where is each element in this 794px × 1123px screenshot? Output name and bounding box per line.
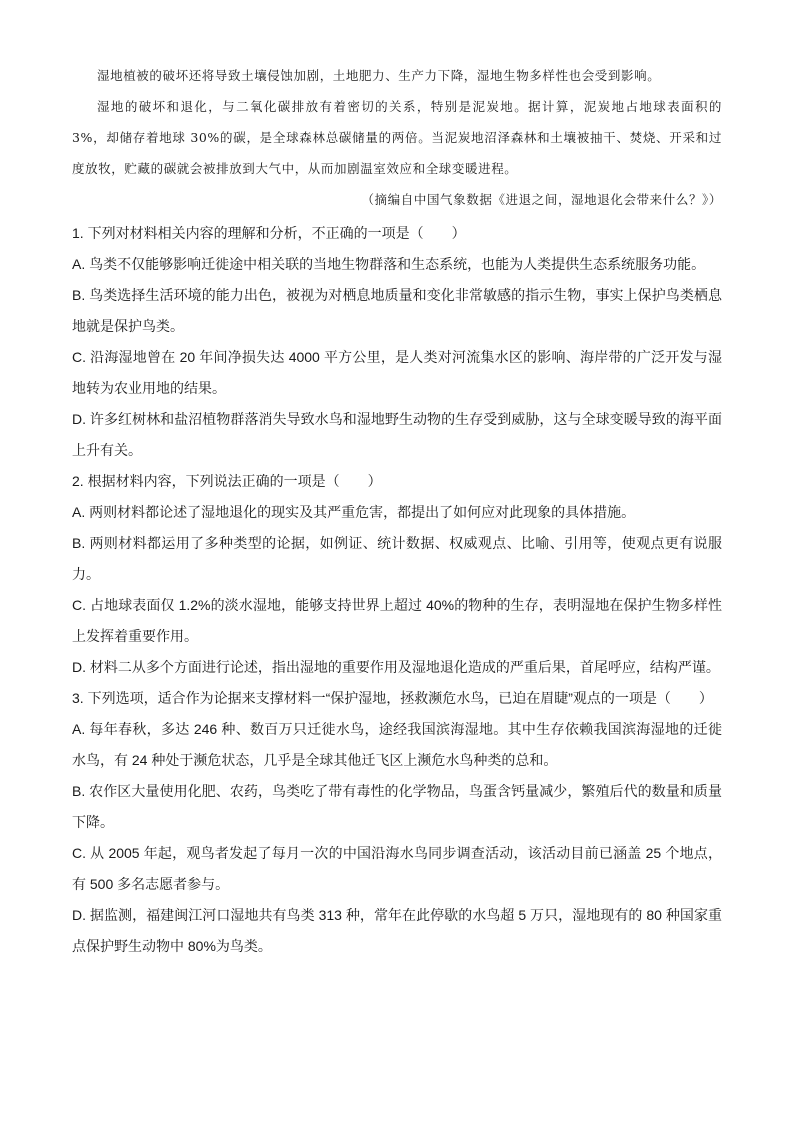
option-d: D. 据监测，福建闽江河口湿地共有鸟类 313 种，常年在此停歇的水鸟超 5 万只，湿地现有的 80 种国家重点保护野生动物中 80%为鸟类。 [72,907,722,954]
option-a: A. 鸟类不仅能够影响迁徙途中相关联的当地生物群落和生态系统，也能为人类提供生态系统服务功能。 [72,256,706,272]
option-b: B. 鸟类选择生活环境的能力出色，被视为对栖息地质量和变化非常敏感的指示生物，事实上保护鸟类栖息地就是保护鸟类。 [72,287,722,334]
question-2 [72,466,722,683]
option-c: C. 沿海湿地曾在 20 年间净损失达 4000 平方公里，是人类对河流集水区的影响、海岸带的广泛开发与湿地转为农业用地的结果。 [72,349,722,396]
material-paragraph: 湿地植被的破坏还将导致土壤侵蚀加剧，土地肥力、生产力下降，湿地生物多样性也会受到影响。 [97,68,661,83]
question-stem: 3. 下列选项，适合作为论据来支撑材料一“保护湿地，拯救濒危水鸟，已迫在眉睫”观点的一项是（ ） [72,690,713,706]
option-a: A. 两则材料都论述了湿地退化的现实及其严重危害，都提出了如何应对此现象的具体措施。 [72,504,636,520]
option-b: B. 农作区大量使用化肥、农药，鸟类吃了带有毒性的化学物品，鸟蛋含钙量减少，繁殖后代的数量和质量下降。 [72,783,722,830]
material-paragraph: 湿地的破坏和退化，与二氧化碳排放有着密切的关系，特别是泥炭地。据计算，泥炭地占地球表面积的 3%，却储存着地球 30%的碳，是全球森林总碳储量的两倍。当泥炭地沼泽森林和土壤被抽干、焚烧、开采和过度放牧，贮藏的碳就会被排放到大气中，从而加剧温室效应和全球变暖进程。 [72,99,722,176]
option-d: D. 材料二从多个方面进行论述，指出湿地的重要作用及湿地退化造成的严重后果，首尾呼应，结构严谨。 [72,659,720,675]
option-b: B. 两则材料都运用了多种类型的论据，如例证、统计数据、权威观点、比喻、引用等，使观点更有说服力。 [72,535,722,582]
question-stem: 1. 下列对材料相关内容的理解和分析，不正确的一项是（ ） [72,225,466,241]
material-source: （摘编自中国气象数据《进退之间，湿地退化会带来什么？》） [361,192,722,207]
question-list [72,218,722,962]
option-c: C. 占地球表面仅 1.2%的淡水湿地，能够支持世界上超过 40%的物种的生存，表明湿地在保护生物多样性上发挥着重要作用。 [72,597,722,644]
question-stem: 2. 根据材料内容，下列说法正确的一项是（ ） [72,473,382,489]
option-d: D. 许多红树林和盐沼植物群落消失导致水鸟和湿地野生动物的生存受到威胁，这与全球变暖导致的海平面上升有关。 [72,411,722,458]
question-1 [72,218,722,466]
option-c: C. 从 2005 年起，观鸟者发起了每月一次的中国沿海水鸟同步调查活动，该活动目前已涵盖 25 个地点，有 500 多名志愿者参与。 [72,845,722,892]
reading-material [72,60,722,215]
option-a: A. 每年春秋，多达 246 种、数百万只迁徙水鸟，途经我国滨海湿地。其中生存依赖我国滨海湿地的迁徙水鸟，有 24 种处于濒危状态，几乎是全球其他迁飞区上濒危水鸟种类的总和。 [72,721,722,768]
question-3 [72,683,722,962]
